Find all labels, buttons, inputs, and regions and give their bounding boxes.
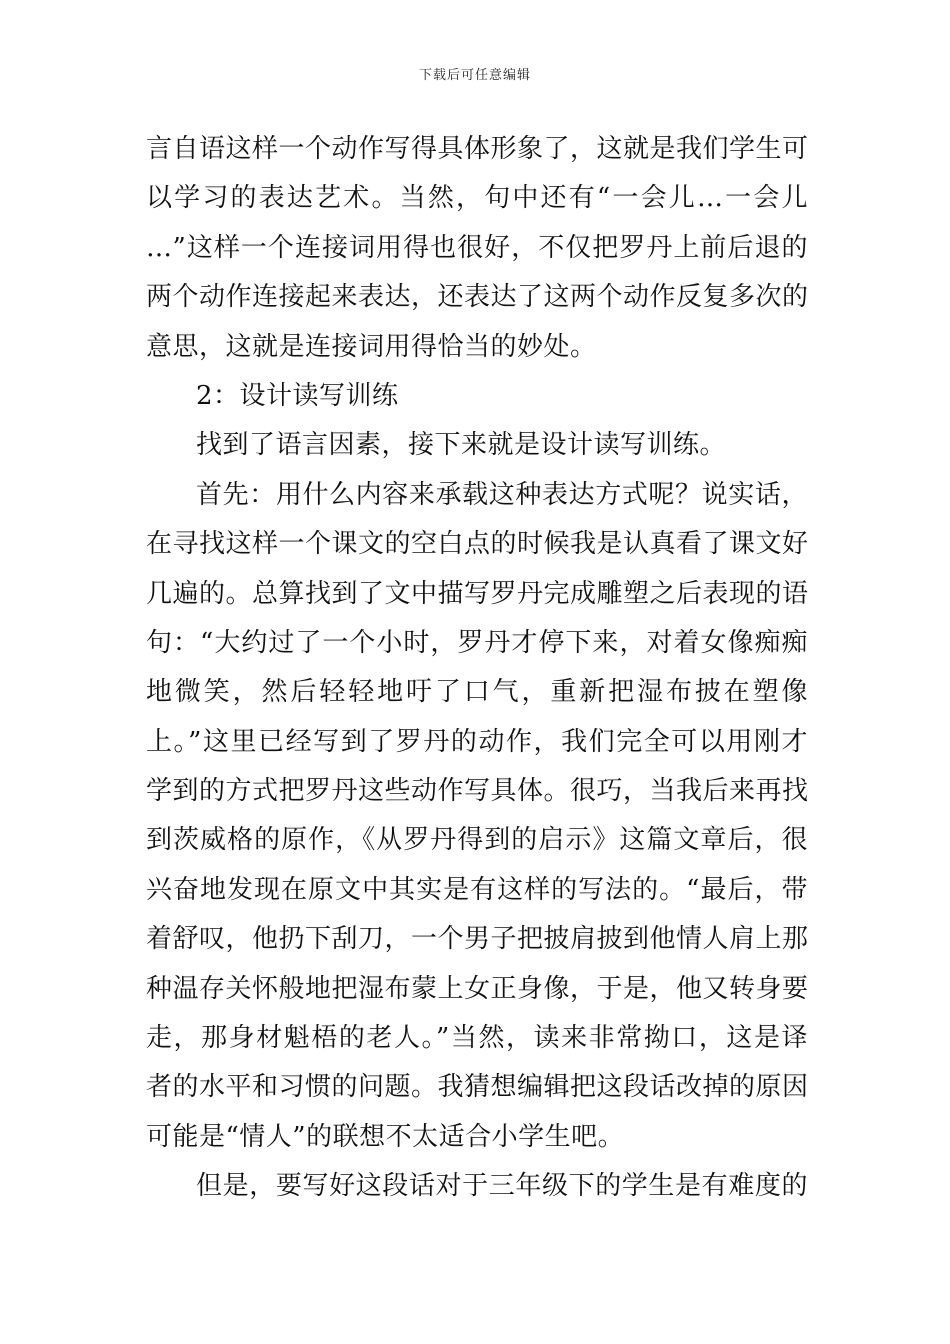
text-line-2: 以学习的表达艺术。当然，句中还有“一会儿…一会儿	[146, 183, 808, 214]
section-heading: 2：设计读写训练	[196, 380, 399, 411]
text-line-10: 几遍的。总算找到了文中描写罗丹完成雕塑之后表现的语	[146, 578, 809, 609]
text-line-18: 种温存关怀般地把湿布蒙上女正身像，于是，他又转身要	[146, 973, 809, 1004]
body-text	[146, 125, 808, 1212]
text-line-20: 者的水平和习惯的问题。我猜想编辑把这段话改掉的原因	[146, 1072, 809, 1103]
text-line-9: 在寻找这样一个课文的空白点的时候我是认真看了课文好	[146, 529, 809, 560]
text-line-13: 上。”这里已经写到了罗丹的动作，我们完全可以用刚才	[146, 726, 808, 757]
text-line-7: 找到了语言因素，接下来就是设计读写训练。	[196, 430, 727, 461]
text-line-15: 到茨威格的原作，《从罗丹得到的启示》这篇文章后，很	[146, 825, 808, 856]
text-line-14: 学到的方式把罗丹这些动作写具体。很巧，当我后来再找	[146, 776, 809, 807]
text-line-19: 走，那身材魁梧的老人。”当然，读来非常拗口，这是译	[146, 1023, 808, 1054]
text-line-22: 但是，要写好这段话对于三年级下的学生是有难度的	[196, 1171, 808, 1202]
text-line-8: 首先：用什么内容来承载这种表达方式呢？说实话，	[196, 479, 808, 510]
text-line-11: 句：“大约过了一个小时，罗丹才停下来，对着女像痴痴	[146, 627, 808, 658]
text-line-4: 两个动作连接起来表达，还表达了这两个动作反复多次的	[146, 282, 809, 313]
text-line-5: 意思，这就是连接词用得恰当的妙处。	[146, 331, 597, 362]
text-line-17: 着舒叹，他扔下刮刀，一个男子把披肩披到他情人肩上那	[146, 924, 809, 955]
page-header: 下载后可任意编辑	[418, 68, 531, 83]
text-line-3: …”这样一个连接词用得也很好，不仅把罗丹上前后退的	[146, 232, 808, 263]
text-line-16: 兴奋地发现在原文中其实是有这样的写法的。“最后，带	[146, 874, 808, 905]
text-line-12: 地微笑，然后轻轻地吁了口气，重新把湿布披在塑像	[146, 677, 808, 708]
text-line-21: 可能是“情人”的联想不太适合小学生吧。	[146, 1121, 625, 1152]
text-line-1: 言自语这样一个动作写得具体形象了，这就是我们学生可	[146, 134, 809, 164]
